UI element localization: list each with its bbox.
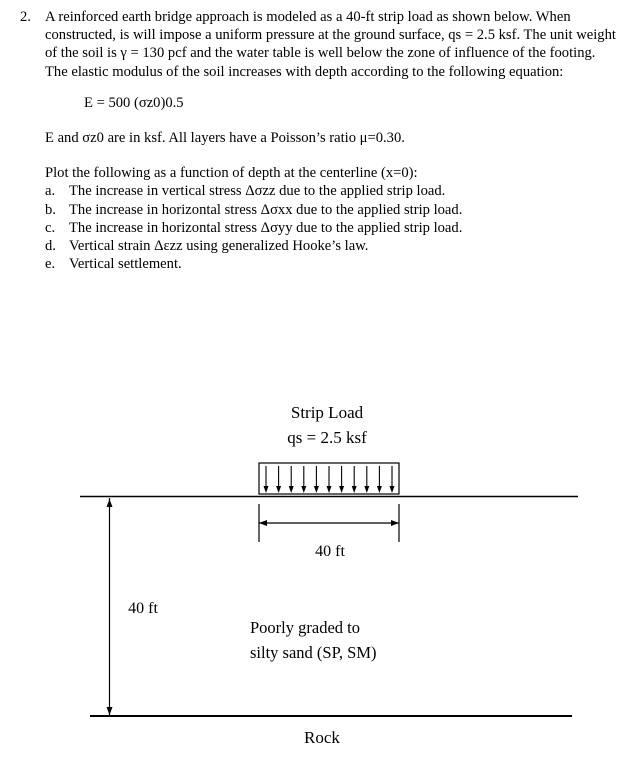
load-arrow-head: [264, 486, 269, 493]
task-label: b.: [45, 201, 56, 218]
task-label: d.: [45, 238, 56, 255]
units-note: E and σz0 are in ksf. All layers have a Poisson’s ratio μ=0.30.: [45, 130, 405, 147]
width-arrow-right: [391, 520, 399, 526]
soil-label-line1: Poorly graded to: [250, 618, 360, 637]
task-label: a.: [45, 183, 56, 200]
width-arrow-left: [259, 520, 267, 526]
task-text: The increase in vertical stress Δσzz due to the applied strip load.: [69, 183, 446, 200]
depth-arrow-top: [107, 499, 113, 507]
load-arrow-head: [352, 486, 357, 493]
task-text: Vertical settlement.: [69, 256, 182, 273]
soil-label-line2: silty sand (SP, SM): [250, 643, 377, 662]
modulus-equation: E = 500 (σz0)0.5: [84, 94, 184, 111]
task-text: The increase in horizontal stress Δσxx due to the applied strip load.: [69, 201, 463, 218]
bedrock-label: Rock: [304, 728, 340, 747]
load-arrow-head: [276, 486, 281, 493]
width-label: 40 ft: [315, 543, 345, 560]
load-arrow-head: [339, 486, 344, 493]
task-text: Vertical strain Δεzz using generalized Hooke’s law.: [69, 238, 369, 255]
load-title: Strip Load: [290, 403, 364, 422]
load-value: qs = 2.5 ksf: [287, 428, 367, 447]
load-arrow-head: [289, 486, 294, 493]
problem-number: 2.: [20, 9, 31, 25]
depth-arrow-bottom: [107, 707, 113, 715]
load-arrow-head: [301, 486, 306, 493]
task-text: The increase in horizontal stress Δσyy due to the applied strip load.: [69, 219, 463, 236]
statement-text: A reinforced earth bridge approach is modeled as a 40-ft strip load as shown below. When constructed, is will impose a uniform pressure at the ground surface, qs = 2.5 ksf. The unit weight of the soil is γ = 130 pcf and the water table is well below the zone of influence of the footing. The elastic modulus of the soil increases with depth according to the following equation:: [45, 9, 616, 80]
depth-label: 40 ft: [128, 600, 158, 617]
load-arrow-head: [364, 486, 369, 493]
load-arrow-head: [314, 486, 319, 493]
load-arrow-head: [327, 486, 332, 493]
load-arrows: [264, 466, 395, 493]
task-label: c.: [45, 219, 56, 236]
plot-intro: Plot the following as a function of depth at the centerline (x=0):: [45, 165, 418, 182]
task-label: e.: [45, 256, 56, 273]
load-arrow-head: [377, 486, 382, 493]
load-arrow-head: [390, 486, 395, 493]
